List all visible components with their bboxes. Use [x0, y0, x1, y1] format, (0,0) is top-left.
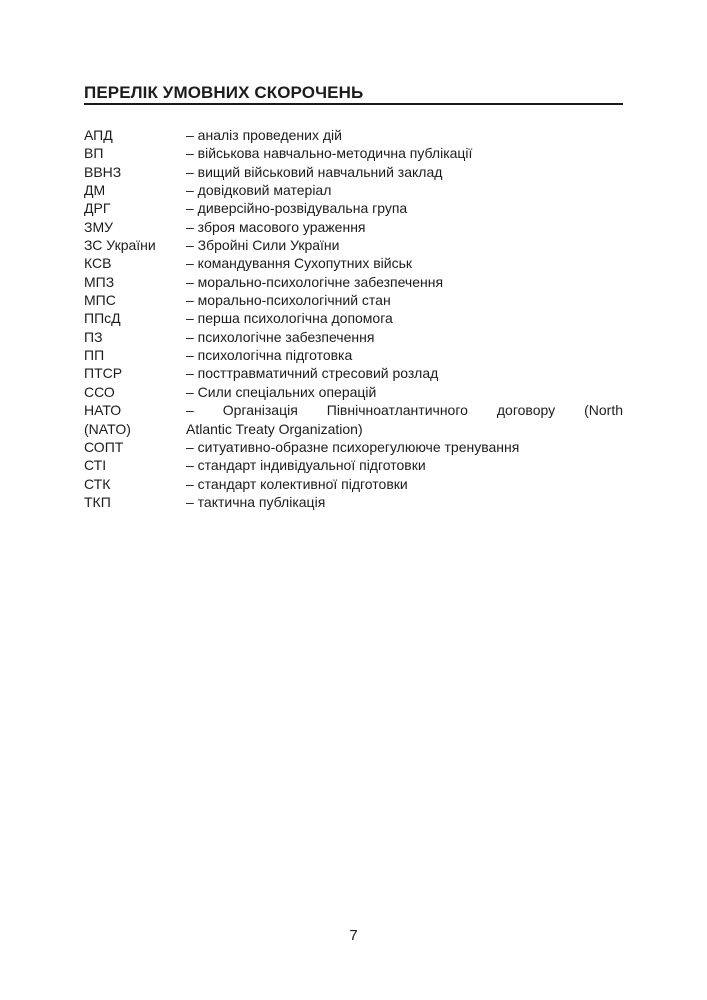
abbreviation-term: ППсД [84, 310, 121, 327]
abbreviation-row [84, 475, 623, 493]
abbreviation-term: ТКП [84, 493, 111, 510]
abbreviation-row [84, 456, 623, 474]
abbreviation-row [84, 291, 623, 309]
abbreviation-term: ВВНЗ [84, 163, 122, 180]
abbreviation-term: СОПТ [84, 438, 124, 455]
abbreviation-definition: Atlantic Treaty Organization) [186, 420, 363, 437]
title-underline-rule [84, 103, 623, 105]
abbreviation-row [84, 420, 623, 438]
abbreviation-definition: – аналіз проведених дій [186, 127, 342, 143]
abbreviation-definition: – посттравматичний стресовий розлад [186, 365, 439, 382]
abbreviation-row [84, 273, 623, 291]
abbreviation-term: ДРГ [84, 200, 111, 217]
abbreviation-list [84, 126, 623, 511]
abbreviation-term: МПЗ [84, 273, 115, 290]
abbreviation-row [84, 401, 623, 419]
abbreviation-term: АПД [84, 127, 113, 143]
abbreviation-term: (NATO) [84, 420, 131, 437]
abbreviation-definition: – ситуативно-образне психорегулююче тренування [186, 438, 520, 455]
abbreviation-row [84, 493, 623, 511]
abbreviation-definition: – морально-психологічне забезпечення [186, 273, 444, 290]
abbreviation-definition: – диверсійно-розвідувальна група [186, 200, 408, 217]
abbreviation-definition: – довідковий матеріал [186, 182, 332, 199]
abbreviation-row [84, 309, 623, 327]
abbreviation-row [84, 236, 623, 254]
abbreviation-definition: – Організація Північноатлантичного договору (North [186, 402, 623, 419]
abbreviation-row [84, 254, 623, 272]
abbreviation-term: КСВ [84, 255, 112, 272]
abbreviation-row [84, 218, 623, 236]
abbreviation-row [84, 199, 623, 217]
abbreviation-definition: – психологічне забезпечення [186, 328, 375, 345]
abbreviation-definition: – командування Сухопутних військ [186, 255, 413, 272]
abbreviation-term: СТІ [84, 457, 107, 474]
abbreviation-definition: – стандарт індивідуальної підготовки [186, 457, 426, 474]
abbreviation-term: ВП [84, 145, 104, 162]
abbreviation-definition: – вищий військовий навчальний заклад [186, 163, 443, 180]
abbreviation-row [84, 126, 623, 144]
abbreviation-definition: – перша психологічна допомога [186, 310, 393, 327]
abbreviation-definition: – Сили спеціальних операцій [186, 383, 377, 400]
page-number: 7 [349, 927, 358, 944]
abbreviation-definition: – зброя масового ураження [186, 218, 366, 235]
abbreviation-definition: – стандарт колективної підготовки [186, 475, 408, 492]
abbreviation-row [84, 181, 623, 199]
abbreviation-term: НАТО [84, 402, 122, 419]
abbreviation-row [84, 438, 623, 456]
abbreviation-definition: – Збройні Сили України [186, 237, 340, 254]
abbreviation-definition: – тактична публікація [186, 493, 326, 510]
abbreviation-definition: – військова навчально-методична публікації [186, 145, 473, 162]
page-title: ПЕРЕЛІК УМОВНИХ СКОРОЧЕНЬ [84, 83, 364, 102]
abbreviation-term: ПТСР [84, 365, 123, 382]
abbreviation-term: ССО [84, 383, 115, 400]
abbreviation-row [84, 328, 623, 346]
abbreviation-definition: – психологічна підготовка [186, 347, 353, 364]
abbreviation-row [84, 364, 623, 382]
abbreviation-term: ДМ [84, 182, 106, 199]
abbreviation-term: ЗС України [84, 237, 156, 254]
abbreviation-term: МПС [84, 292, 116, 309]
abbreviation-row [84, 163, 623, 181]
abbreviation-definition: – морально-психологічний стан [186, 292, 391, 309]
abbreviation-row [84, 144, 623, 162]
abbreviation-term: СТК [84, 475, 111, 492]
abbreviation-term: ПЗ [84, 328, 103, 345]
abbreviation-row [84, 346, 623, 364]
abbreviation-term: ЗМУ [84, 218, 114, 235]
abbreviation-term: ПП [84, 347, 105, 364]
abbreviation-row [84, 383, 623, 401]
